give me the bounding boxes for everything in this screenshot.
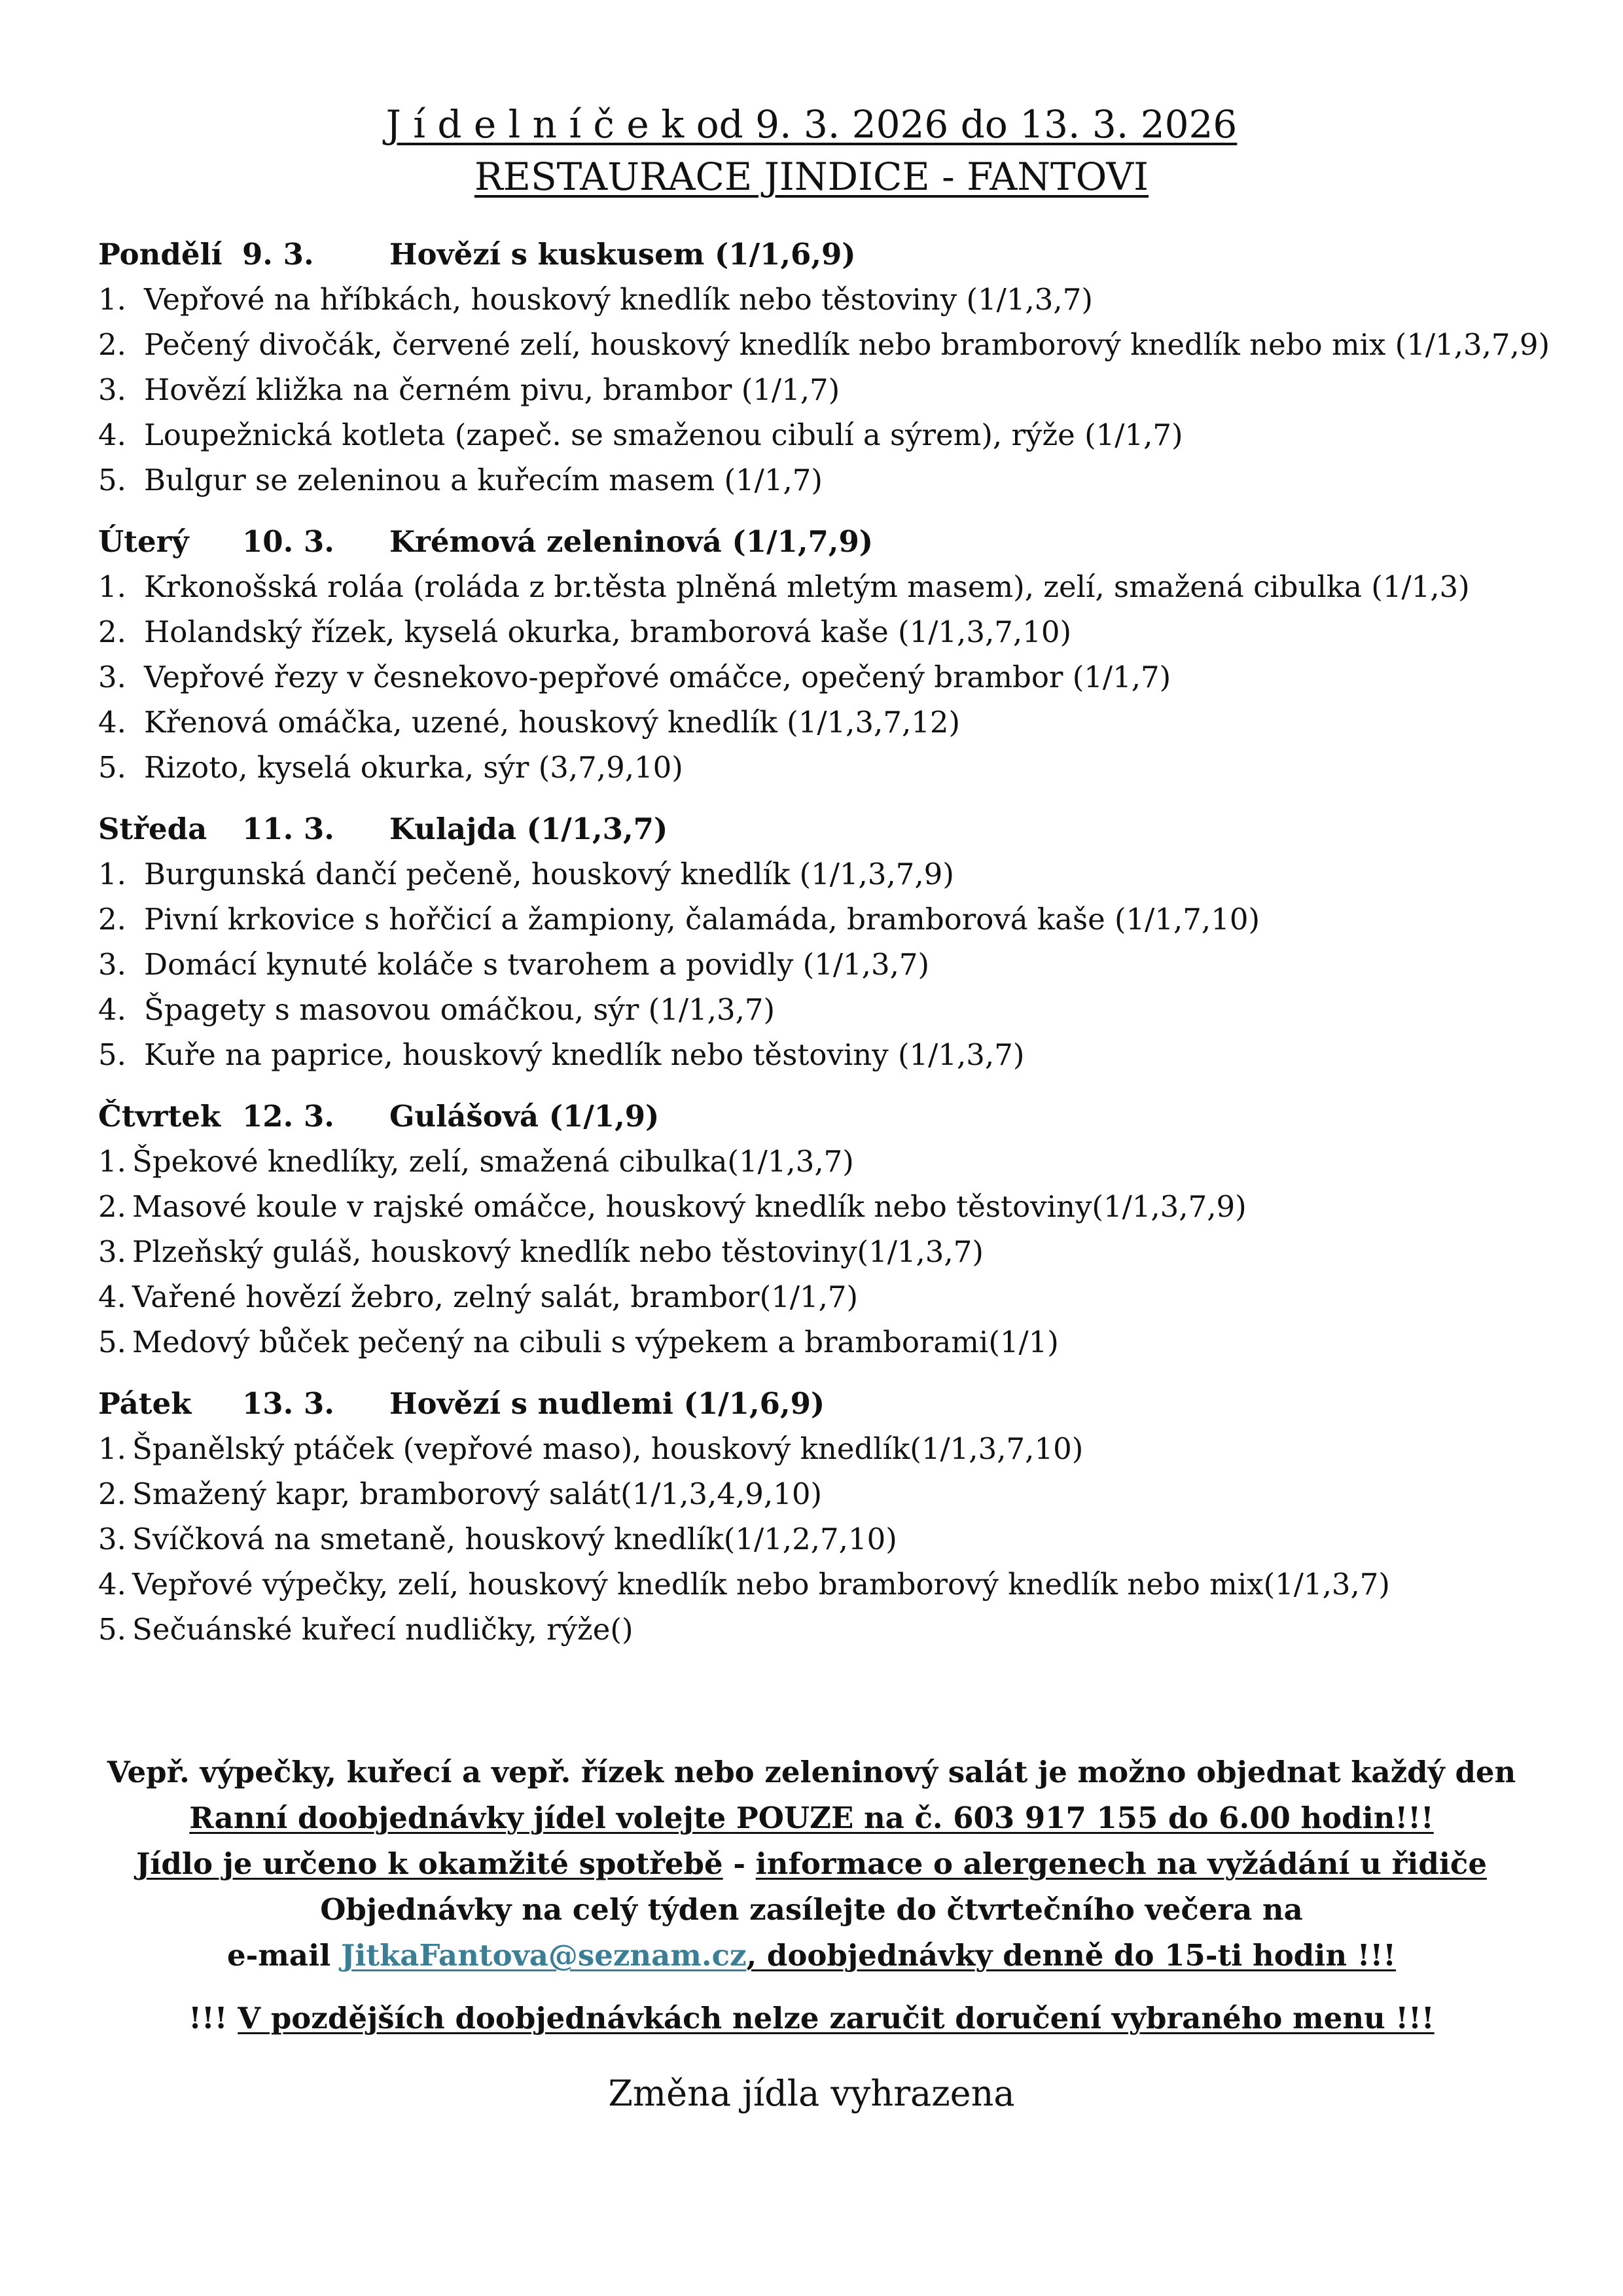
item-number: 5. [98,750,126,785]
list-item [98,1274,1551,1319]
item-text: Sečuánské kuřecí nudličky, rýže() [132,1612,633,1647]
title-block [0,98,1623,203]
item-number: 4. [98,1567,126,1602]
note-allergen-info: informace o alergenech na vyžádání u řidiče [755,1846,1487,1881]
item-text: Bulgur se zeleninou a kuřecím masem (1/1,7) [144,463,823,497]
order-notes [0,1749,1623,2120]
item-text: Vepřové na hříbkách, houskový knedlík nebo těstoviny (1/1,3,7) [144,282,1093,317]
item-text: Vařené hovězí žebro, zelný salát, brambor(1/1,7) [132,1280,859,1314]
item-text: Masové koule v rajské omáčce, houskový knedlík nebo těstoviny(1/1,3,7,9) [132,1189,1247,1224]
item-text: Pivní krkovice s hořčicí a žampiony, čalamáda, bramborová kaše (1/1,7,10) [144,902,1260,937]
note-email-line [0,1933,1623,1979]
item-text: Domácí kynuté koláče s tvarohem a povidly (1/1,3,7) [144,947,930,982]
item-number: 4. [98,1280,126,1314]
footer-note: Změna jídla vyhrazena [608,2073,1015,2114]
menu-title: J í d e l n í č e k od 9. 3. 2026 do 13. 3. 2026 [385,102,1238,147]
list-item [98,1516,1551,1562]
note-phone-orders: Ranní doobjednávky jídel volejte POUZE na č. 603 917 155 do 6.00 hodin!!! [189,1801,1434,1835]
day-friday [98,1382,1551,1652]
list-item [98,1607,1551,1652]
day-soup: Krémová zeleninová (1/1,7,9) [389,524,874,559]
day-header [98,1094,1551,1139]
item-number: 5. [98,1325,126,1359]
warning-prefix: !!! [188,2001,238,2036]
day-date: 12. 3. [242,1099,334,1134]
list-item [98,564,1551,609]
list-item [98,1562,1551,1607]
item-number: 2. [98,615,126,649]
email-link[interactable]: JitkaFantova@seznam.cz [340,1938,747,1973]
list-item [98,942,1551,987]
day-name: Úterý [98,524,189,559]
day-date: 13. 3. [242,1386,334,1421]
item-number: 2. [98,1477,126,1511]
item-text: Medový bůček pečený na cibuli s výpekem a bramborami(1/1) [132,1325,1059,1359]
day-monday [98,232,1551,503]
day-name: Čtvrtek [98,1099,221,1134]
item-text: Holandský řízek, kyselá okurka, bramborová kaše (1/1,3,7,10) [144,615,1072,649]
item-number: 3. [98,947,126,982]
item-text: Vepřové řezy v česnekovo-pepřové omáčce, opečený brambor (1/1,7) [144,660,1171,694]
item-number: 2. [98,1189,126,1224]
item-text: Rizoto, kyselá okurka, sýr (3,7,9,10) [144,750,683,785]
item-text: Hovězí kližka na černém pivu, brambor (1/1,7) [144,372,840,407]
item-text: Loupežnická kotleta (zapeč. se smaženou cibulí a sýrem), rýže (1/1,7) [144,418,1183,452]
item-text: Smažený kapr, bramborový salát(1/1,3,4,9,10) [132,1477,823,1511]
item-text: Plzeňský guláš, houskový knedlík nebo těstoviny(1/1,3,7) [132,1234,984,1269]
note-daily-options: Vepř. výpečky, kuřecí a vepř. řízek nebo zeleninový salát je možno objednat každý den [107,1755,1516,1789]
list-item [98,852,1551,897]
restaurant-name: RESTAURACE JINDICE - FANTOVI [474,154,1149,199]
weekly-menu [98,232,1551,1669]
item-number: 4. [98,992,126,1027]
day-thursday [98,1094,1551,1365]
warning-text: V pozdějších doobjednávkách nelze zaručit doručení vybraného menu !!! [238,2001,1435,2036]
day-name: Středa [98,812,207,846]
item-text: Krkonošská roláa (roláda z br.těsta plněná mletým masem), zelí, smažená cibulka (1/1,3) [144,569,1470,604]
list-item [98,412,1551,457]
item-number: 3. [98,1234,126,1269]
day-soup: Hovězí s nudlemi (1/1,6,9) [389,1386,825,1421]
day-header [98,1382,1551,1426]
email-prefix: e-mail [227,1938,341,1973]
email-suffix: , doobjednávky denně do 15-ti hodin !!! [746,1938,1396,1973]
list-item [98,322,1551,367]
day-date: 10. 3. [242,524,334,559]
note-dash: - [722,1846,756,1881]
item-number: 2. [98,902,126,937]
item-number: 5. [98,463,126,497]
day-date: 9. 3. [242,237,314,272]
item-number: 1. [98,569,126,604]
item-text: Španělský ptáček (vepřové maso), houskový knedlík(1/1,3,7,10) [132,1431,1084,1466]
item-number: 4. [98,418,126,452]
day-name: Pondělí [98,237,223,272]
note-allergens [0,1841,1623,1887]
list-item [98,367,1551,412]
item-number: 2. [98,327,126,362]
list-item [98,897,1551,942]
item-number: 1. [98,857,126,891]
list-item [98,1184,1551,1229]
list-item [98,457,1551,503]
item-number: 3. [98,660,126,694]
list-item [98,1426,1551,1471]
list-item [98,700,1551,745]
day-header [98,520,1551,564]
item-text: Svíčková na smetaně, houskový knedlík(1/1,2,7,10) [132,1522,897,1556]
list-item [98,1032,1551,1077]
item-number: 1. [98,1144,126,1179]
item-text: Špekové knedlíky, zelí, smažená cibulka(1/1,3,7) [132,1144,854,1179]
day-header [98,807,1551,852]
item-text: Vepřové výpečky, zelí, houskový knedlík nebo bramborový knedlík nebo mix(1/1,3,7) [132,1567,1390,1602]
item-text: Burgunská dančí pečeně, houskový knedlík (1/1,3,7,9) [144,857,954,891]
list-item [98,609,1551,655]
item-number: 5. [98,1037,126,1072]
item-text: Pečený divočák, červené zelí, houskový knedlík nebo bramborový knedlík nebo mix (1/1,3,7,9) [144,327,1550,362]
list-item [98,987,1551,1032]
list-item [98,1319,1551,1365]
item-number: 1. [98,1431,126,1466]
day-tuesday [98,520,1551,790]
note-consumption: Jídlo je určeno k okamžité spotřebě [136,1846,723,1881]
day-soup: Gulášová (1/1,9) [389,1099,660,1134]
day-wednesday [98,807,1551,1077]
day-soup: Hovězí s kuskusem (1/1,6,9) [389,237,856,272]
day-name: Pátek [98,1386,192,1421]
item-text: Kuře na paprice, houskový knedlík nebo těstoviny (1/1,3,7) [144,1037,1025,1072]
item-number: 3. [98,1522,126,1556]
note-weekly-orders: Objednávky na celý týden zasílejte do čtvrtečního večera na [320,1892,1303,1927]
late-order-warning [0,1996,1623,2041]
day-header [98,232,1551,277]
list-item [98,277,1551,322]
item-number: 4. [98,705,126,740]
item-text: Špagety s masovou omáčkou, sýr (1/1,3,7) [144,992,776,1027]
item-number: 5. [98,1612,126,1647]
list-item [98,655,1551,700]
list-item [98,1139,1551,1184]
day-soup: Kulajda (1/1,3,7) [389,812,668,846]
list-item [98,1229,1551,1274]
list-item [98,745,1551,790]
item-text: Křenová omáčka, uzené, houskový knedlík (1/1,3,7,12) [144,705,961,740]
day-date: 11. 3. [242,812,334,846]
item-number: 1. [98,282,126,317]
item-number: 3. [98,372,126,407]
list-item [98,1471,1551,1516]
